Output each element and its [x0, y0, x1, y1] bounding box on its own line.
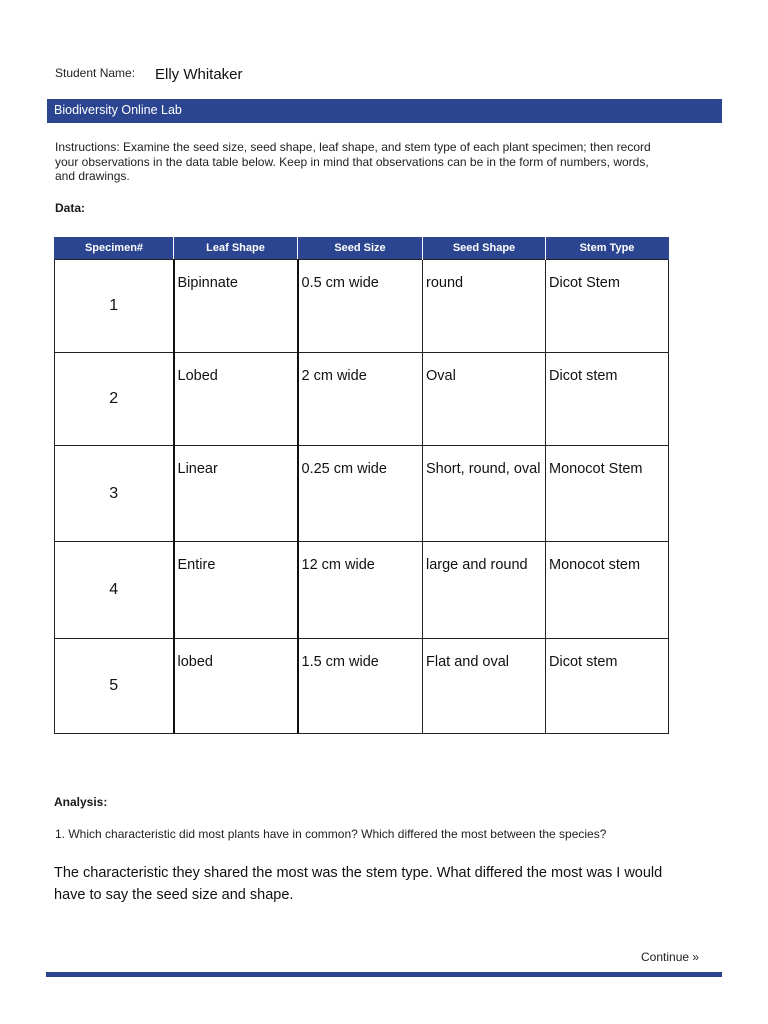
seed-shape-cell[interactable]: Oval: [423, 353, 546, 446]
seed-size-cell[interactable]: 2 cm wide: [298, 353, 423, 446]
table-header-row: [55, 237, 669, 260]
analysis-question: 1. Which characteristic did most plants have in common? Which differed the most between the species?: [55, 827, 607, 841]
column-header-specimen: Specimen#: [55, 237, 174, 260]
specimen-number-cell[interactable]: 2: [55, 353, 174, 446]
table-row: [55, 639, 669, 734]
table-row: [55, 542, 669, 639]
stem-type-cell[interactable]: Dicot stem: [546, 353, 669, 446]
instructions-text: Instructions: Examine the seed size, seed shape, leaf shape, and stem type of each plant specimen; then record your observations in the data table below. Keep in mind that observations can be in the form of numbers, words, and drawings.: [55, 140, 651, 183]
student-name-label: Student Name:: [55, 66, 136, 80]
analysis-answer[interactable]: The characteristic they shared the most was the stem type. What differed the most was I would have to say the seed size and shape.: [54, 865, 663, 903]
column-header-seed-shape: Seed Shape: [423, 237, 546, 260]
leaf-shape-cell[interactable]: lobed: [174, 639, 298, 734]
column-header-stem-type: Stem Type: [546, 237, 669, 260]
leaf-shape-cell[interactable]: Entire: [174, 542, 298, 639]
leaf-shape-cell[interactable]: Linear: [174, 446, 298, 542]
stem-type-cell[interactable]: Monocot Stem: [546, 446, 669, 542]
footer-divider: [46, 972, 722, 977]
table-row: [55, 353, 669, 446]
column-header-seed-size: Seed Size: [298, 237, 423, 260]
stem-type-cell[interactable]: Dicot stem: [546, 639, 669, 734]
table-row: [55, 260, 669, 353]
seed-size-cell[interactable]: 0.5 cm wide: [298, 260, 423, 353]
seed-shape-cell[interactable]: Short, round, oval: [423, 446, 546, 542]
specimen-number-cell[interactable]: 4: [55, 542, 174, 639]
seed-size-cell[interactable]: 1.5 cm wide: [298, 639, 423, 734]
title-bar: [47, 99, 722, 123]
student-name-value: Elly Whitaker: [155, 66, 243, 83]
table-row: [55, 446, 669, 542]
specimen-number-cell[interactable]: 3: [55, 446, 174, 542]
seed-size-cell[interactable]: 0.25 cm wide: [298, 446, 423, 542]
seed-shape-cell[interactable]: large and round: [423, 542, 546, 639]
page-title: Biodiversity Online Lab: [54, 103, 182, 117]
stem-type-cell[interactable]: Dicot Stem: [546, 260, 669, 353]
specimen-number-cell[interactable]: 1: [55, 260, 174, 353]
data-table: [54, 237, 669, 734]
seed-shape-cell[interactable]: Flat and oval: [423, 639, 546, 734]
stem-type-cell[interactable]: Monocot stem: [546, 542, 669, 639]
leaf-shape-cell[interactable]: Bipinnate: [174, 260, 298, 353]
seed-shape-cell[interactable]: round: [423, 260, 546, 353]
leaf-shape-cell[interactable]: Lobed: [174, 353, 298, 446]
column-header-leaf-shape: Leaf Shape: [174, 237, 298, 260]
analysis-heading: Analysis:: [54, 795, 108, 809]
data-heading: Data:: [55, 201, 86, 215]
continue-link[interactable]: Continue »: [641, 950, 700, 964]
specimen-number-cell[interactable]: 5: [55, 639, 174, 734]
seed-size-cell[interactable]: 12 cm wide: [298, 542, 423, 639]
